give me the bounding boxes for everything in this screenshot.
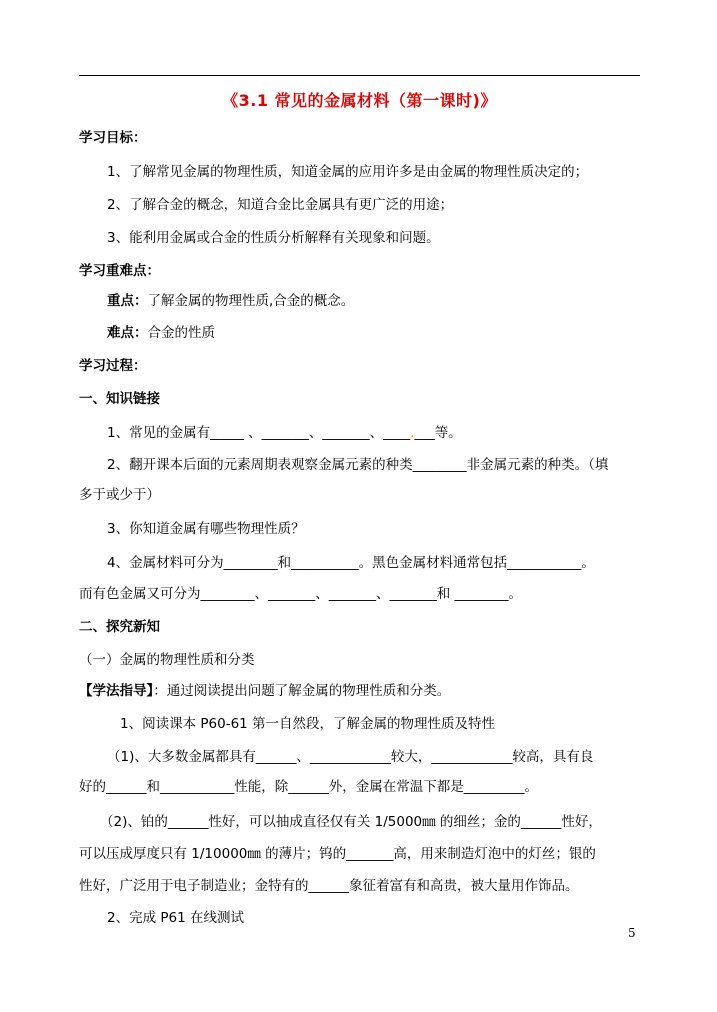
goal-item-2: 2、了解合金的概念，知道合金比金属具有更广泛的用途； [107,197,454,213]
online-test: 2、完成 P61 在线测试 [107,910,244,926]
section-explore: 二、探究新知 [79,619,160,635]
question-2-cont: 多于或少于） [79,487,160,503]
focus-text: 了解金属的物理性质,合金的概念。 [147,293,355,309]
difficulty-line [107,323,215,343]
difficulty-label: 难点： [107,325,148,341]
question-4: 4、金属材料可分为________和__________。黑色金属材料通常包括___________。 [107,555,595,571]
question-3: 3、你知道金属有哪些物理性质？ [107,521,305,537]
section-knowledge-link: 一、知识链接 [79,391,160,407]
question-2: 2、翻开课本后面的元素周期表观察金属元素的种类________非金属元素的种类。（填 [107,457,609,473]
focus-label: 重点： [107,293,148,309]
question-1 [107,423,462,443]
para-2-line-3: 性好，广泛用于电子制造业；金特有的______象征着富有和高贵，被大量用作饰品。 [79,878,579,894]
para-1-line-1: （1)、大多数金属都具有______、____________较大，____________较高，具有良 [107,749,594,765]
orange-dot: . [410,425,415,441]
study-guide [79,681,450,701]
key-heading: 学习重难点： [79,263,160,279]
guide-label: 【学法指导】 [79,683,154,699]
para-1-line-2: 好的______和___________性能，除______外，金属在常温下都是_________。 [79,779,538,795]
header-rule [79,75,640,76]
para-2-line-2: 可以压成厚度只有 1/10000㎜ 的薄片；钨的_______高，用来制造灯泡中的灯丝；银的 [79,846,596,862]
reading-task: 1、阅读课本 P60-61 第一自然段，了解金属的物理性质及特性 [120,716,496,732]
guide-text: ：通过阅读提出问题了解金属的物理性质和分类。 [153,683,451,699]
difficulty-text: 合金的性质 [147,325,215,341]
subsection-properties: （一）金属的物理性质和分类 [79,652,255,668]
question-1-end: ___等。 [414,425,462,441]
para-2-line-1: （2)、铂的______性好，可以抽成直径仅有关 1/5000㎜ 的细丝；金的______性好， [100,814,602,830]
question-4-cont: 而有色金属又可分为________、_______、_______、_______和 ________。 [79,586,523,602]
process-heading: 学习过程： [79,358,147,374]
goals-heading: 学习目标： [79,130,147,146]
goal-item-3: 3、能利用金属或合金的性质分析解释有关现象和问题。 [107,230,440,246]
question-1-text: 1、常见的金属有_____ 、_______、_______、____ [107,425,411,441]
focus-line [107,291,354,311]
goal-item-1: 1、了解常见金属的物理性质，知道金属的应用许多是由金属的物理性质决定的； [107,164,589,180]
page-number: 5 [628,926,636,940]
page-title: 《3.1 常见的金属材料（第一课时)》 [222,91,497,110]
